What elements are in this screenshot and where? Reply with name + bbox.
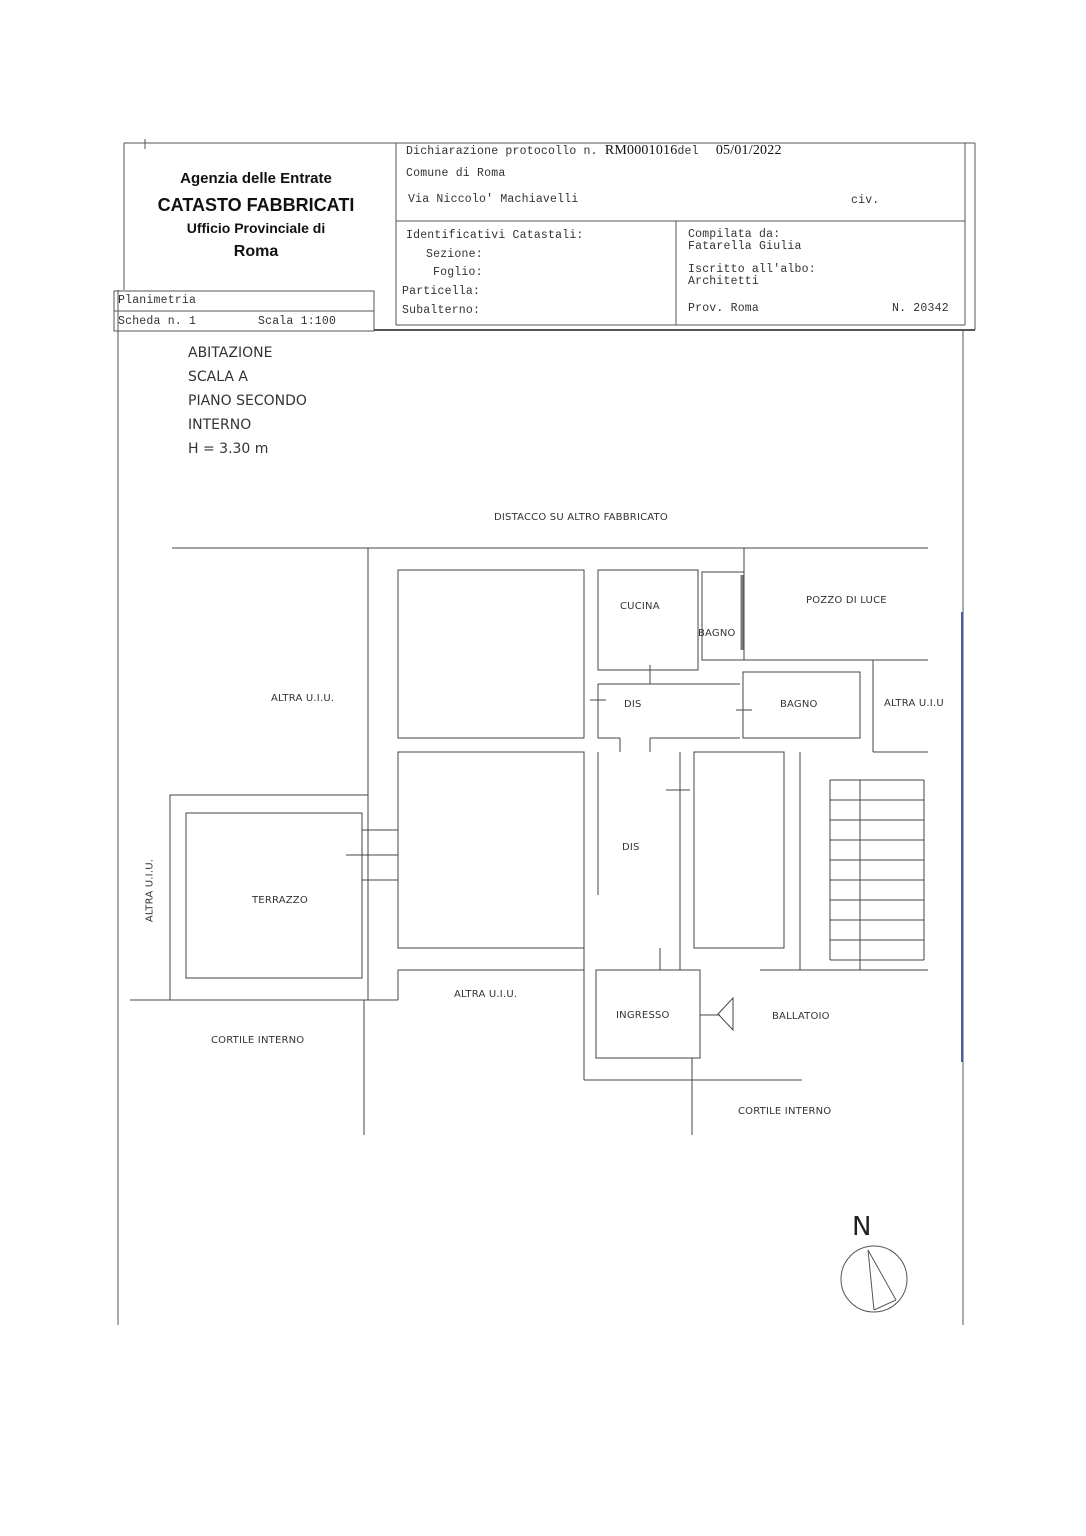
label-altra-uiu-right: ALTRA U.I.U <box>884 698 944 709</box>
compilata-label: Compilata da: <box>688 228 781 241</box>
particella-label: Particella: <box>402 285 481 298</box>
note-line: INTERNO <box>188 417 252 433</box>
label-ingresso: INGRESSO <box>616 1010 670 1021</box>
foglio-label: Foglio: <box>433 266 483 279</box>
ufficio-city: Roma <box>233 243 279 260</box>
label-cortile-1: CORTILE INTERNO <box>211 1035 305 1046</box>
address: Via Niccolo' Machiavelli <box>408 193 579 206</box>
note-line: ABITAZIONE <box>188 345 273 361</box>
note-line: PIANO SECONDO <box>188 393 307 409</box>
label-altra-uiu-left: ALTRA U.I.U. <box>271 693 335 704</box>
note-line: SCALA A <box>188 369 248 385</box>
compilata-name: Fatarella Giulia <box>688 240 802 253</box>
declaration-number: RM0001016 <box>604 143 678 158</box>
compass-north-letter: N <box>852 1212 872 1242</box>
albo-label: Iscritto all'albo: <box>688 263 816 276</box>
catasto-title: CATASTO FABBRICATI <box>157 195 355 215</box>
ufficio-provinciale: Ufficio Provinciale di <box>186 220 326 236</box>
identificativi-title: Identificativi Catastali: <box>406 229 584 242</box>
scheda-label: Scheda n. 1 <box>118 315 197 328</box>
registration-number: N. 20342 <box>892 302 949 315</box>
subalterno-label: Subalterno: <box>402 304 481 317</box>
label-ballatoio: BALLATOIO <box>772 1011 830 1022</box>
label-cortile-2: CORTILE INTERNO <box>738 1106 832 1117</box>
notes-block <box>188 341 307 461</box>
label-terrazzo: TERRAZZO <box>252 895 308 906</box>
label-dis-2: DIS <box>622 842 640 853</box>
agency-name: Agenzia delle Entrate <box>180 170 332 187</box>
scala-label: Scala 1:100 <box>258 315 337 328</box>
declaration-date: 05/01/2022 <box>715 143 782 158</box>
label-altra-uiu-vertical: ALTRA U.I.U. <box>144 858 156 923</box>
prov-label: Prov. Roma <box>688 302 760 315</box>
declaration-date-label: del <box>677 145 699 158</box>
declaration-label: Dichiarazione protocollo n. <box>406 145 598 158</box>
label-distacco: DISTACCO SU ALTRO FABBRICATO <box>494 512 668 523</box>
compass-icon <box>841 1246 907 1312</box>
declaration-line <box>406 143 782 159</box>
label-cucina: CUCINA <box>620 601 660 612</box>
note-line: H = 3.30 m <box>188 441 269 457</box>
sezione-label: Sezione: <box>426 248 483 261</box>
label-pozzo: POZZO DI LUCE <box>806 595 887 606</box>
label-bagno-2: BAGNO <box>780 699 818 710</box>
comune: Comune di Roma <box>406 167 506 180</box>
label-altra-uiu-bottom: ALTRA U.I.U. <box>454 989 518 1000</box>
albo-value: Architetti <box>688 275 760 288</box>
civ-label: civ. <box>851 194 880 207</box>
planimetria-label: Planimetria <box>118 294 197 307</box>
label-bagno-1: BAGNO <box>698 628 736 639</box>
label-dis-1: DIS <box>624 699 642 710</box>
